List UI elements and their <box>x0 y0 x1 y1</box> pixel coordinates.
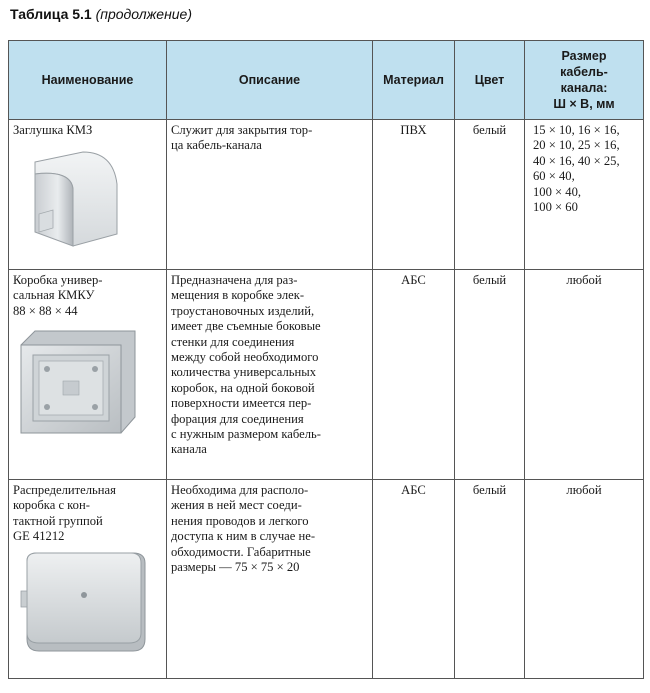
cell-material: АБС <box>373 270 455 480</box>
item-name: Распределительная коробка с кон- тактной группой GE 41212 <box>13 483 116 544</box>
cell-color: белый <box>455 120 525 270</box>
table-caption <box>10 6 192 22</box>
table-row <box>9 120 644 270</box>
table-row <box>9 480 644 679</box>
header-name: Наименование <box>9 41 167 120</box>
header-description: Описание <box>167 41 373 120</box>
header-size <box>525 41 644 120</box>
universal-box-image <box>13 325 143 445</box>
caption-note: (продолжение) <box>95 6 193 22</box>
header-size-text: Размер кабель- канала: Ш × В, мм <box>553 49 615 111</box>
cell-name <box>9 480 167 679</box>
cell-name <box>9 270 167 480</box>
table-row <box>9 270 644 480</box>
cell-size <box>525 120 644 270</box>
item-description: Необходима для располо- жения в ней мест соеди- нения проводов и легкого доступа к ним в случае не- обходимости. Габаритные размеры — 75 × 75 × 20 <box>171 483 316 575</box>
caption-title: Таблица 5.1 <box>10 6 92 22</box>
header-row <box>9 41 644 120</box>
cell-description <box>167 270 373 480</box>
cell-description <box>167 120 373 270</box>
item-description: Служит для закрытия тор- ца кабель-канала <box>171 123 313 153</box>
end-cap-image <box>13 144 123 254</box>
cell-description <box>167 480 373 679</box>
cell-color: белый <box>455 480 525 679</box>
item-size: 15 × 10, 16 × 16, 20 × 10, 25 × 16, 40 × 16, 40 × 25, 60 × 40, 100 × 40, 100 × 60 <box>533 123 620 215</box>
cell-material: ПВХ <box>373 120 455 270</box>
item-name: Коробка универ- сальная КМКУ 88 × 88 × 44 <box>13 273 103 318</box>
junction-box-image <box>13 551 153 661</box>
item-name: Заглушка КМЗ <box>13 123 93 137</box>
product-table <box>8 40 644 679</box>
header-material: Материал <box>373 41 455 120</box>
header-color: Цвет <box>455 41 525 120</box>
cell-name <box>9 120 167 270</box>
cell-size: любой <box>525 480 644 679</box>
cell-size: любой <box>525 270 644 480</box>
cell-material: АБС <box>373 480 455 679</box>
item-description: Предназначена для раз- мещения в коробке элек- троустановочных изделий, имеет две съемные боковые стенки для соединения между собой необходимого количества универсальных коробок, на одной боковой поверхности имеется пер- форация для соединения с нужным размером кабель- канала <box>171 273 321 457</box>
cell-color: белый <box>455 270 525 480</box>
